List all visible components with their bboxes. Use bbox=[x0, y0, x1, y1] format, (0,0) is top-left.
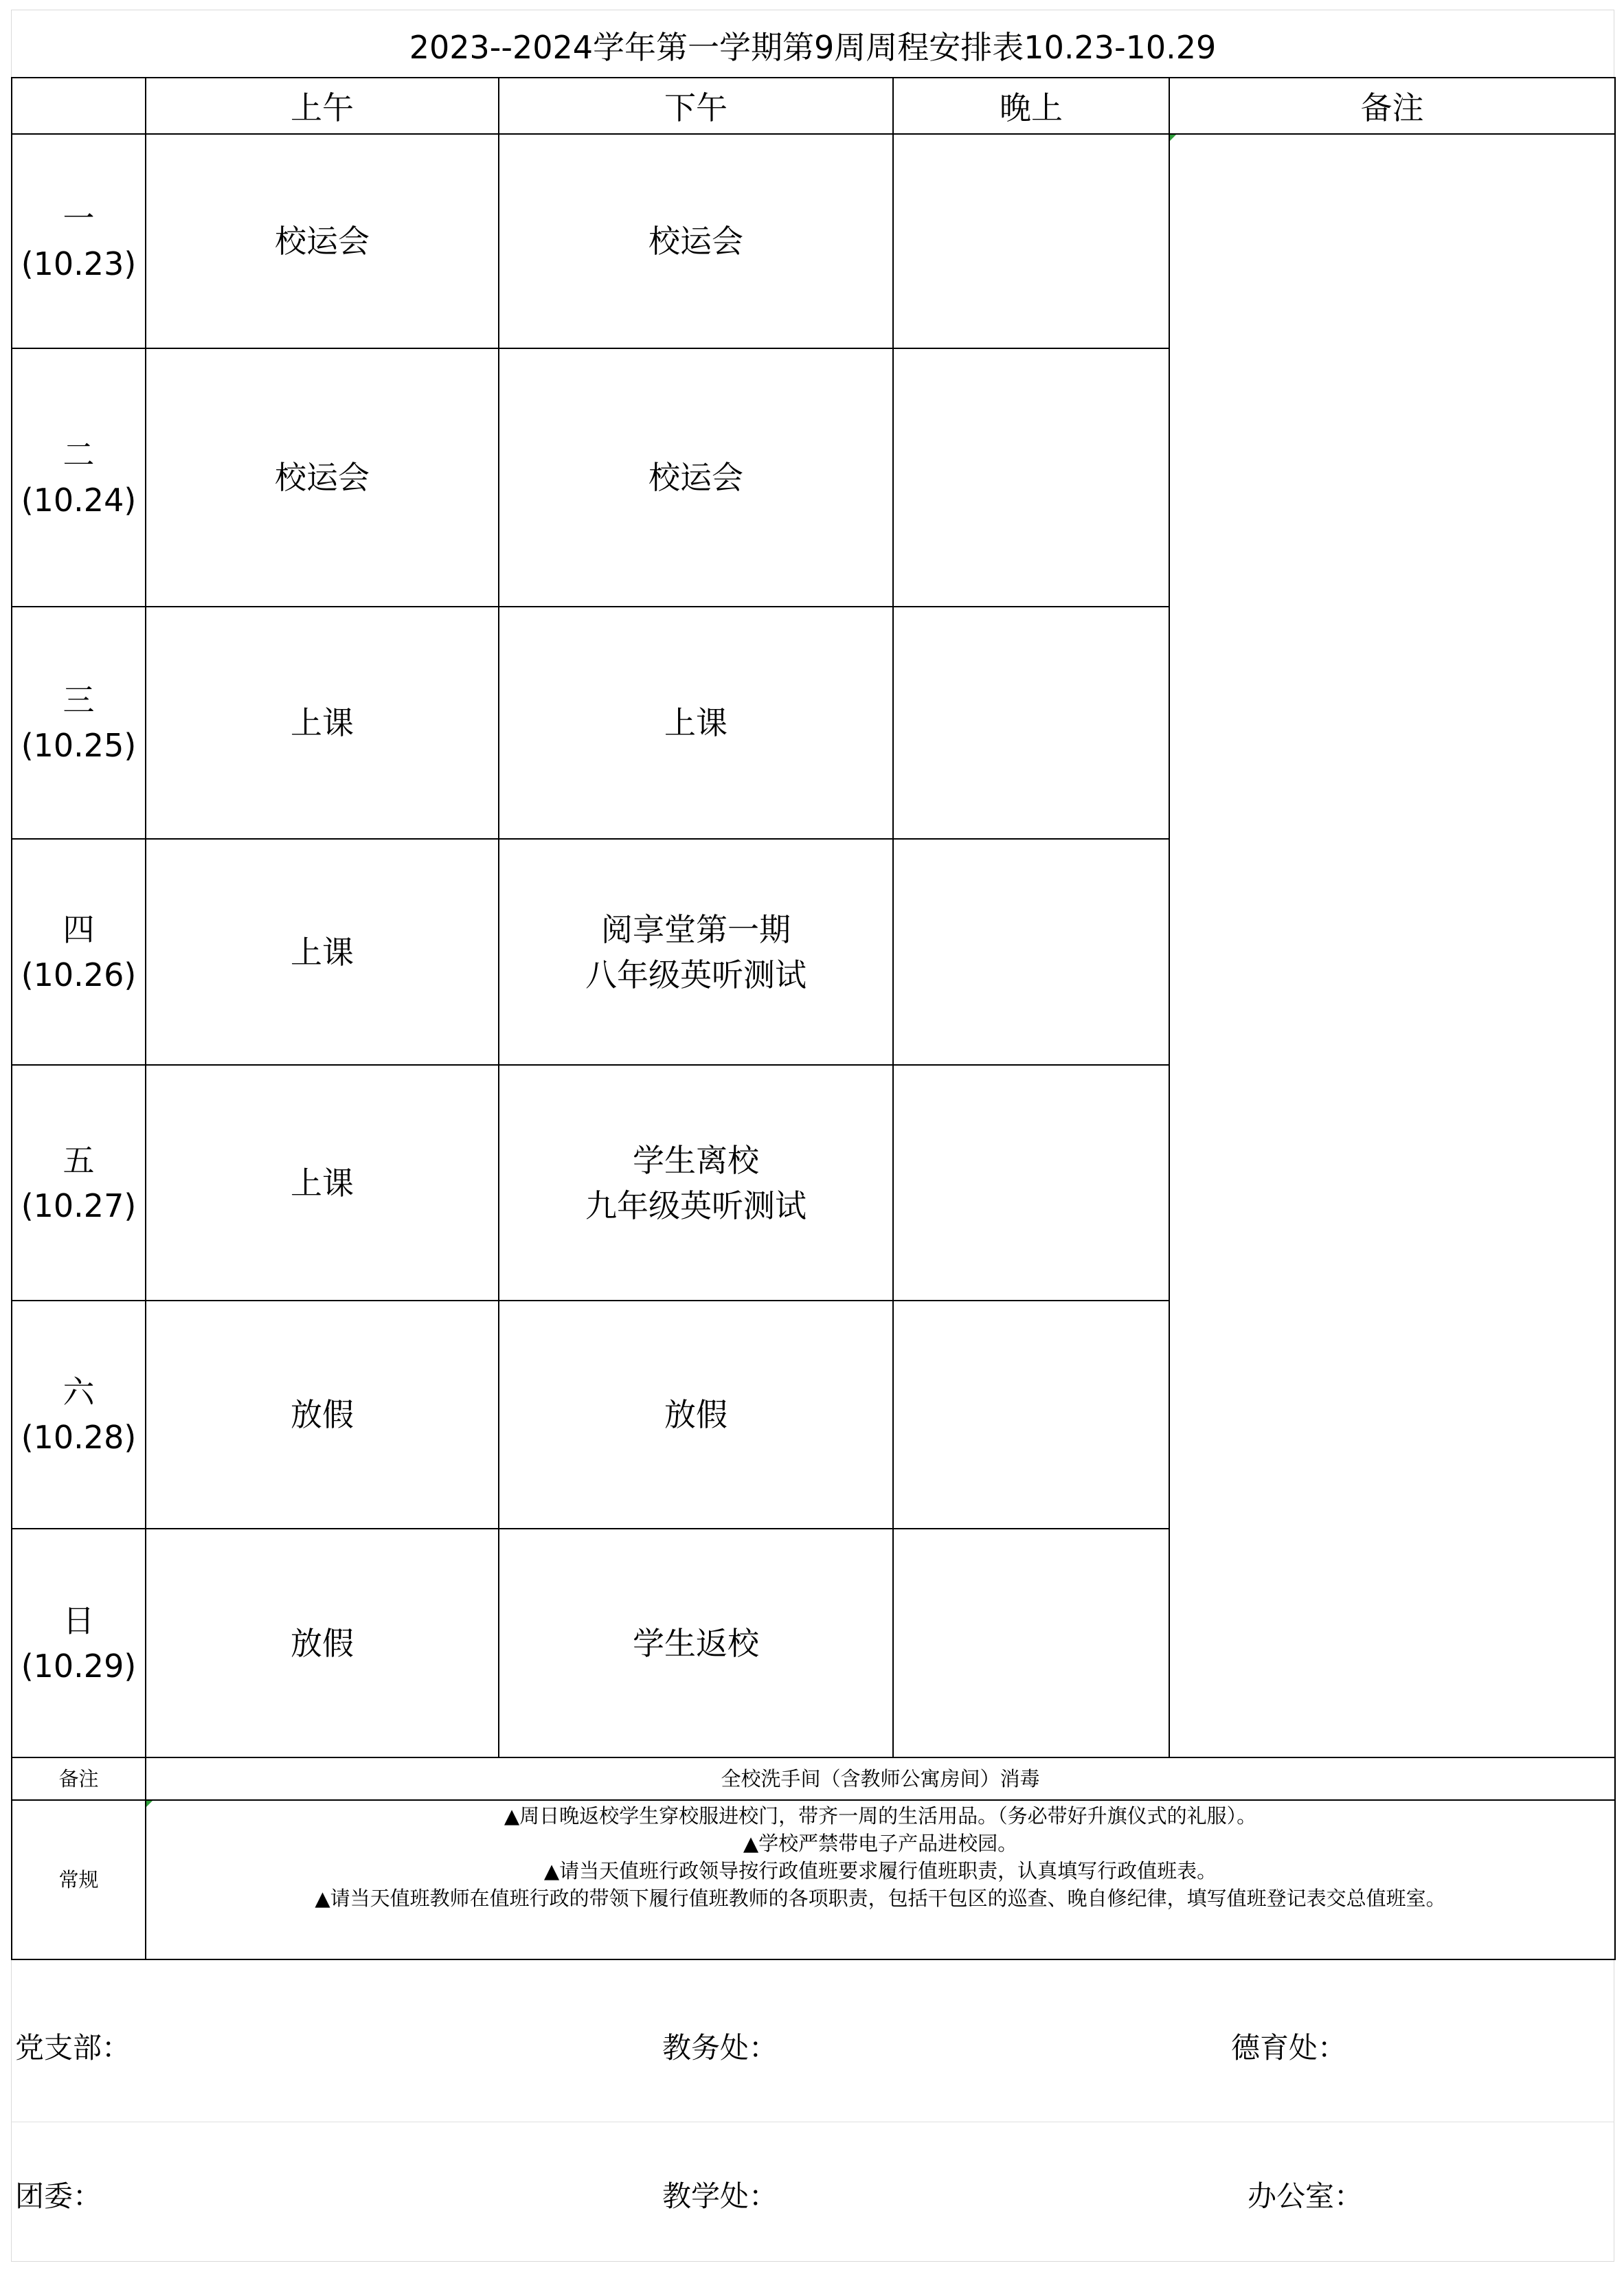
header-corner bbox=[12, 78, 146, 134]
routine-text: ▲周日晚返校学生穿校服进校门，带齐一周的生活用品。（务必带好升旗仪式的礼服）。 ▲学校严禁带电子产品进校园。 ▲请当天值班行政领导按行政值班要求履行值班职责，认真填写行政值班表。 ▲请当天值班教师在值班行政的带领下履行值班教师的各项职责，包括干包区的巡查、晚自修纪律，填写值班登记表交总值班室。 bbox=[146, 1800, 1615, 1959]
header-notes: 备注 bbox=[1169, 78, 1615, 134]
evening-cell bbox=[893, 1301, 1169, 1529]
evening-cell bbox=[893, 839, 1169, 1065]
header-evening: 晚上 bbox=[893, 78, 1169, 134]
remarks-label: 备注 bbox=[12, 1757, 146, 1800]
page-title: 2023--2024学年第一学期第9周周程安排表10.23-10.29 bbox=[409, 29, 1217, 66]
schedule-table bbox=[11, 77, 1616, 1960]
morning-cell: 放假 bbox=[146, 1301, 499, 1529]
afternoon-cell: 学生离校 九年级英听测试 bbox=[499, 1065, 893, 1301]
youth-league-signature: 团委： bbox=[15, 2179, 102, 2213]
notes-cell bbox=[1169, 134, 1615, 1757]
header-afternoon: 下午 bbox=[499, 78, 893, 134]
afternoon-cell: 放假 bbox=[499, 1301, 893, 1529]
header-morning: 上午 bbox=[146, 78, 499, 134]
routine-row bbox=[12, 1800, 1615, 1959]
routine-label: 常规 bbox=[12, 1800, 146, 1959]
remarks-text: 全校洗手间（含教师公寓房间）消毒 bbox=[146, 1757, 1615, 1800]
afternoon-cell: 校运会 bbox=[499, 348, 893, 607]
day-label: 三 (10.25) bbox=[12, 607, 146, 839]
day-label: 五 (10.27) bbox=[12, 1065, 146, 1301]
moral-education-signature: 德育处： bbox=[1231, 2031, 1347, 2065]
morning-cell: 放假 bbox=[146, 1529, 499, 1757]
evening-cell bbox=[893, 134, 1169, 348]
morning-cell: 上课 bbox=[146, 839, 499, 1065]
afternoon-cell: 上课 bbox=[499, 607, 893, 839]
academic-affairs-signature: 教务处： bbox=[662, 2031, 778, 2065]
evening-cell bbox=[893, 348, 1169, 607]
morning-cell: 校运会 bbox=[146, 134, 499, 348]
day-label: 一 (10.23) bbox=[12, 134, 146, 348]
comment-marker-icon bbox=[1170, 135, 1176, 141]
day-row bbox=[12, 134, 1615, 348]
header-row bbox=[12, 78, 1615, 134]
afternoon-cell: 阅享堂第一期 八年级英听测试 bbox=[499, 839, 893, 1065]
day-label: 二 (10.24) bbox=[12, 348, 146, 607]
afternoon-cell: 学生返校 bbox=[499, 1529, 893, 1757]
evening-cell bbox=[893, 1065, 1169, 1301]
party-branch-signature: 党支部： bbox=[15, 2031, 131, 2065]
day-label: 六 (10.28) bbox=[12, 1301, 146, 1529]
evening-cell bbox=[893, 1529, 1169, 1757]
morning-cell: 上课 bbox=[146, 1065, 499, 1301]
afternoon-cell: 校运会 bbox=[499, 134, 893, 348]
morning-cell: 上课 bbox=[146, 607, 499, 839]
teaching-office-signature: 教学处： bbox=[662, 2179, 778, 2213]
morning-cell: 校运会 bbox=[146, 348, 499, 607]
day-label: 四 (10.26) bbox=[12, 839, 146, 1065]
day-label: 日 (10.29) bbox=[12, 1529, 146, 1757]
general-office-signature: 办公室： bbox=[1248, 2179, 1364, 2213]
evening-cell bbox=[893, 607, 1169, 839]
remarks-row bbox=[12, 1757, 1615, 1800]
comment-marker-icon bbox=[146, 1801, 153, 1807]
